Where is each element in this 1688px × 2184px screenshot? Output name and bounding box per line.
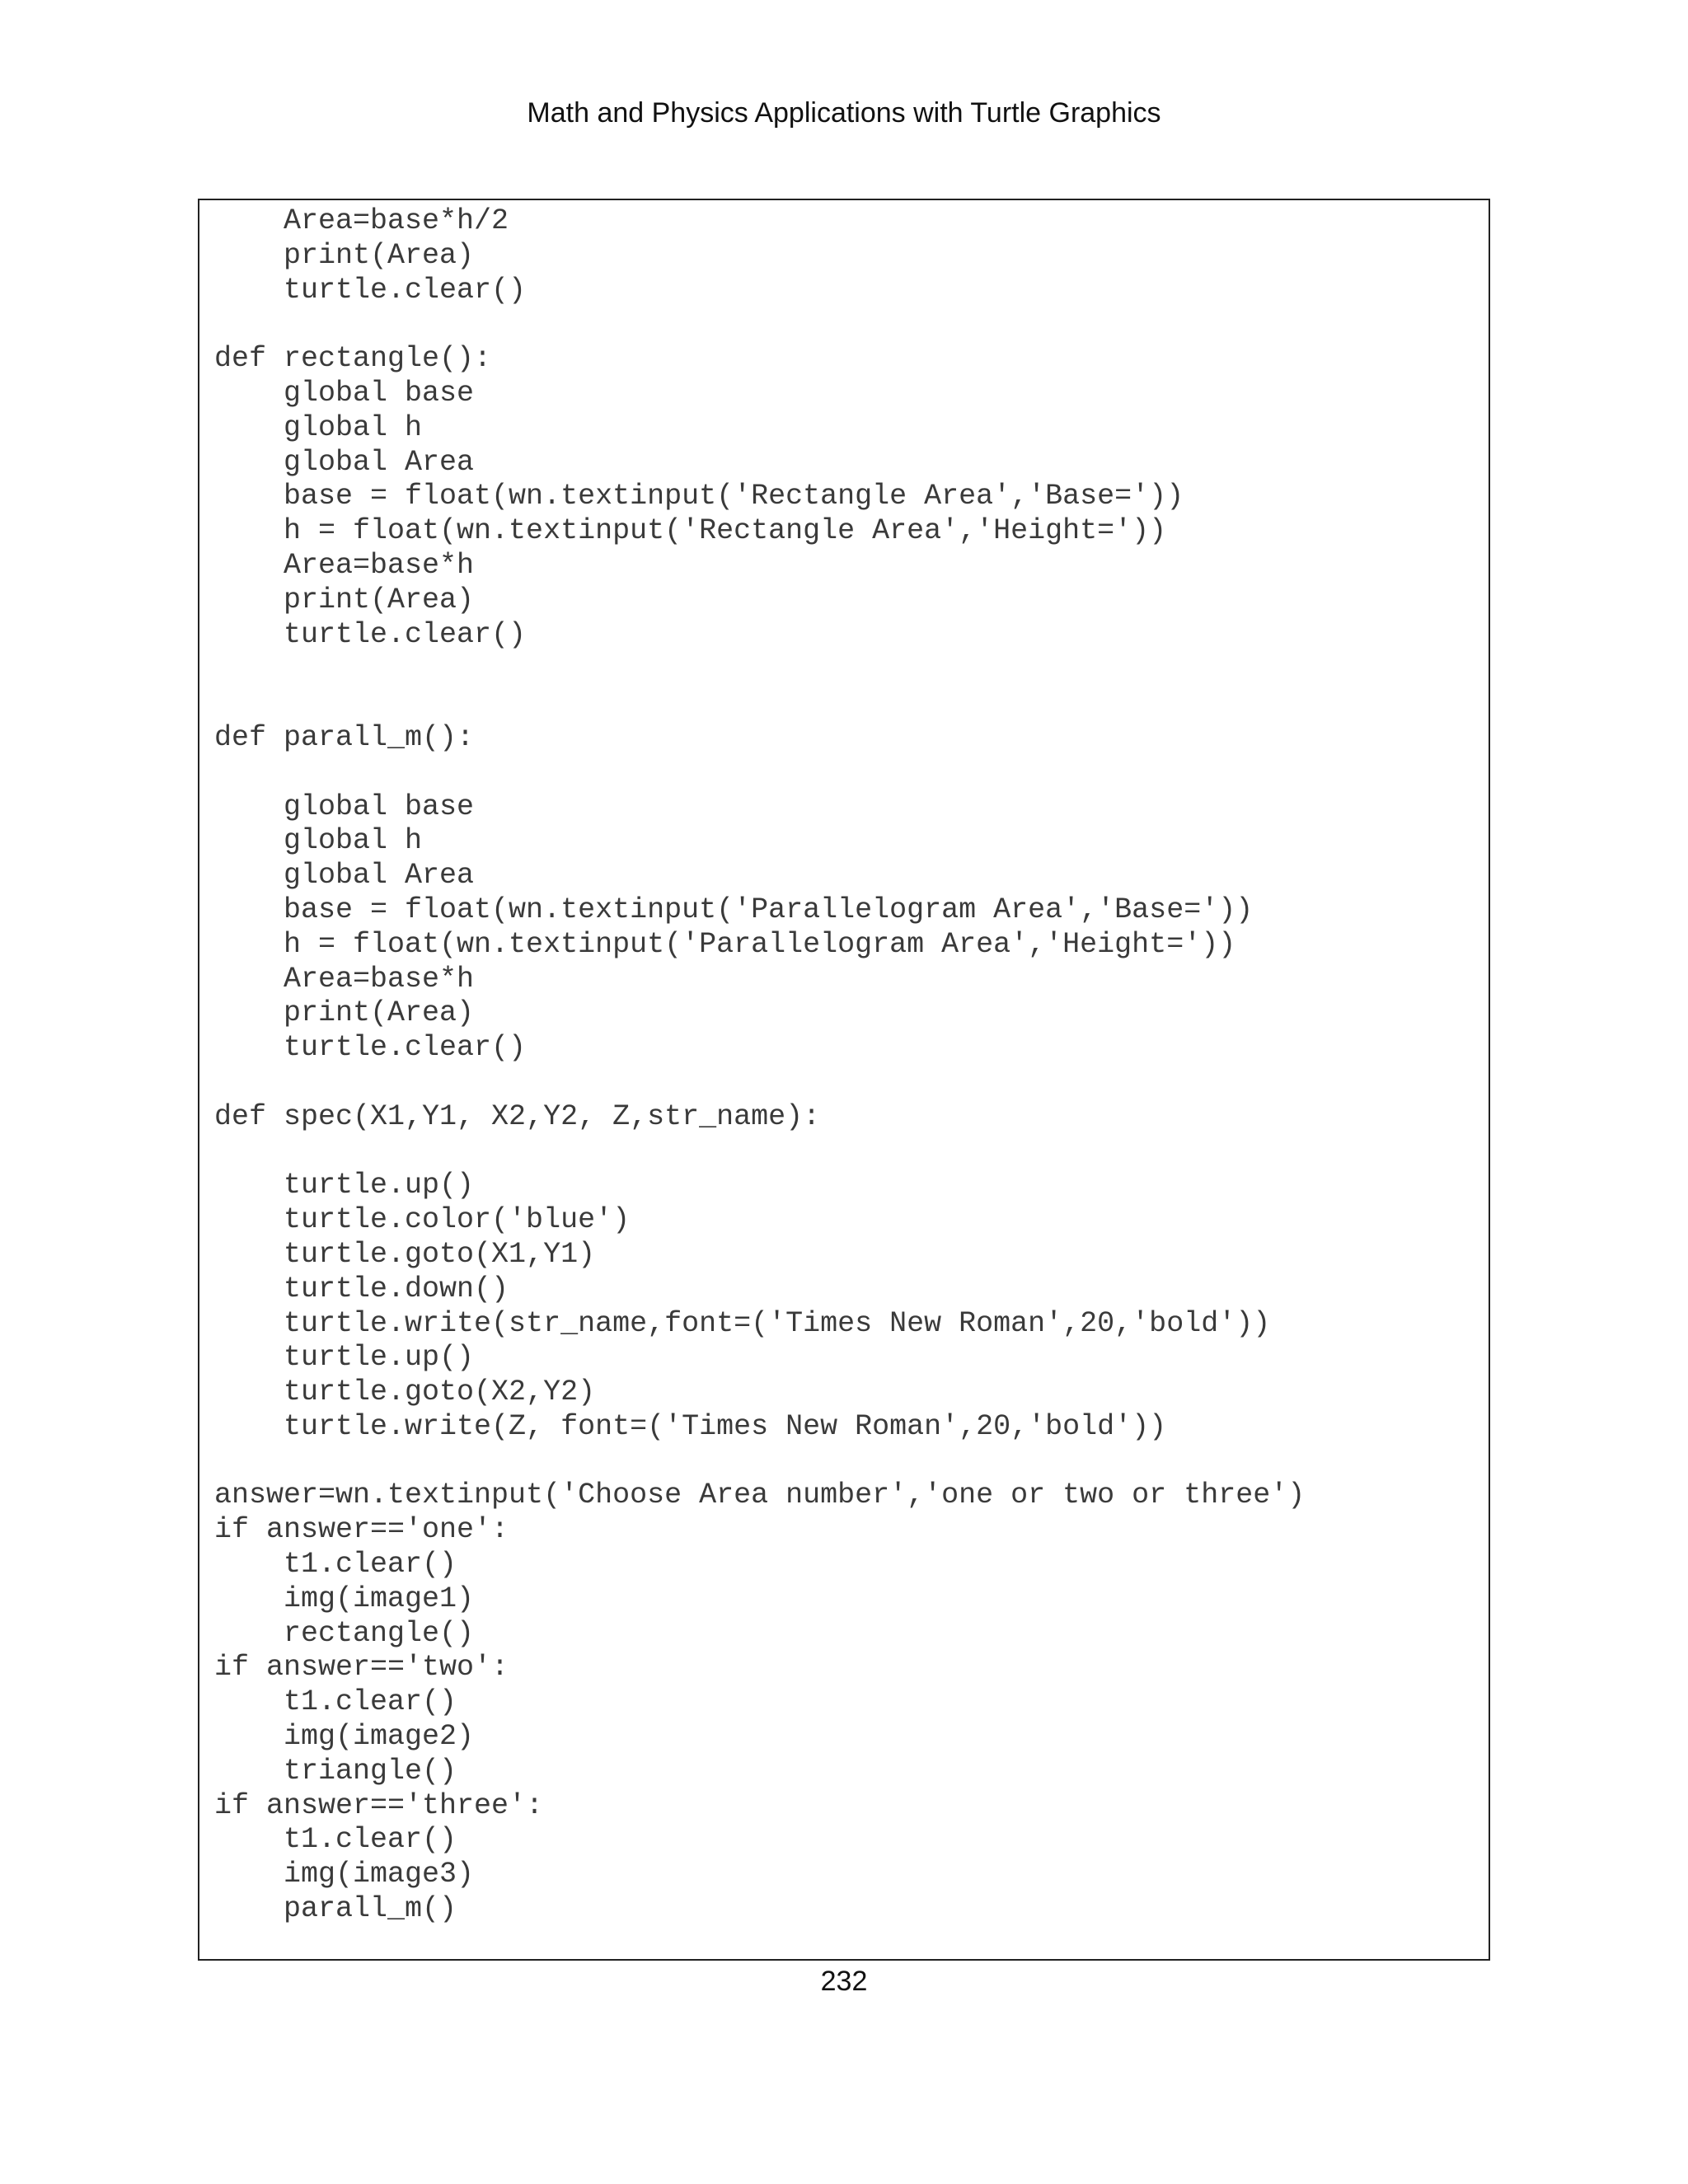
running-header: Math and Physics Applications with Turtle Graphics <box>527 97 1161 129</box>
code-line <box>214 1445 1489 1479</box>
code-line: def parall_m(): <box>214 720 475 754</box>
code-line: Area=base*h/2 <box>214 204 509 237</box>
code-line: triangle() <box>214 1754 457 1788</box>
code-listing-box <box>198 199 1490 1961</box>
code-line: t1.clear() <box>214 1548 457 1582</box>
code-line: h = float(wn.textinput('Parallelogram Area','Height=')) <box>214 927 1236 961</box>
code-line: global base <box>214 376 475 410</box>
code-line: if answer=='one': <box>214 1513 509 1547</box>
code-line: t1.clear() <box>214 1685 457 1719</box>
code-line: global base <box>214 790 475 823</box>
code-line: global Area <box>214 859 475 893</box>
code-line: turtle.clear() <box>214 273 527 307</box>
code-line: def spec(X1,Y1, X2,Y2, Z,str_name): <box>214 1099 821 1133</box>
code-line: img(image1) <box>214 1582 475 1615</box>
code-line: print(Area) <box>214 583 475 616</box>
code-line: img(image3) <box>214 1858 475 1891</box>
code-line: print(Area) <box>214 996 475 1030</box>
code-line: rectangle() <box>214 1616 475 1650</box>
code-line: base = float(wn.textinput('Parallelogram Area','Base=')) <box>214 893 1254 926</box>
code-line <box>214 652 1489 687</box>
code-line: img(image2) <box>214 1720 475 1754</box>
code-line: parall_m() <box>214 1892 457 1926</box>
code-lines <box>214 204 1489 1927</box>
code-line: turtle.clear() <box>214 1031 527 1065</box>
code-line: h = float(wn.textinput('Rectangle Area','Height=')) <box>214 514 1167 548</box>
code-line: global h <box>214 410 423 444</box>
page-number: 232 <box>820 1966 868 1997</box>
code-line: answer=wn.textinput('Choose Area number','one or two or three') <box>214 1479 1306 1512</box>
code-line: if answer=='two': <box>214 1651 509 1685</box>
code-line: turtle.write(str_name,font=('Times New Roman',20,'bold')) <box>214 1306 1271 1340</box>
code-line <box>214 687 1489 721</box>
code-line: if answer=='three': <box>214 1788 544 1822</box>
code-line: Area=base*h <box>214 548 475 582</box>
code-line <box>214 1066 1489 1100</box>
code-line: turtle.down() <box>214 1272 509 1305</box>
code-line: turtle.up() <box>214 1341 475 1375</box>
code-line: turtle.goto(X1,Y1) <box>214 1237 596 1271</box>
code-line <box>214 756 1489 790</box>
code-line: turtle.write(Z, font=('Times New Roman',20,'bold')) <box>214 1409 1167 1443</box>
code-line: global h <box>214 824 423 858</box>
code-line <box>214 307 1489 342</box>
code-line: t1.clear() <box>214 1823 457 1857</box>
code-line: base = float(wn.textinput('Rectangle Area','Base=')) <box>214 480 1184 513</box>
code-line: Area=base*h <box>214 962 475 996</box>
code-line: turtle.up() <box>214 1169 475 1202</box>
code-line: global Area <box>214 445 475 479</box>
code-line <box>214 1135 1489 1169</box>
code-line: turtle.clear() <box>214 617 527 651</box>
code-line: def rectangle(): <box>214 342 492 376</box>
code-line: turtle.color('blue') <box>214 1203 631 1237</box>
code-line: turtle.goto(X2,Y2) <box>214 1376 596 1409</box>
code-line: print(Area) <box>214 238 475 272</box>
